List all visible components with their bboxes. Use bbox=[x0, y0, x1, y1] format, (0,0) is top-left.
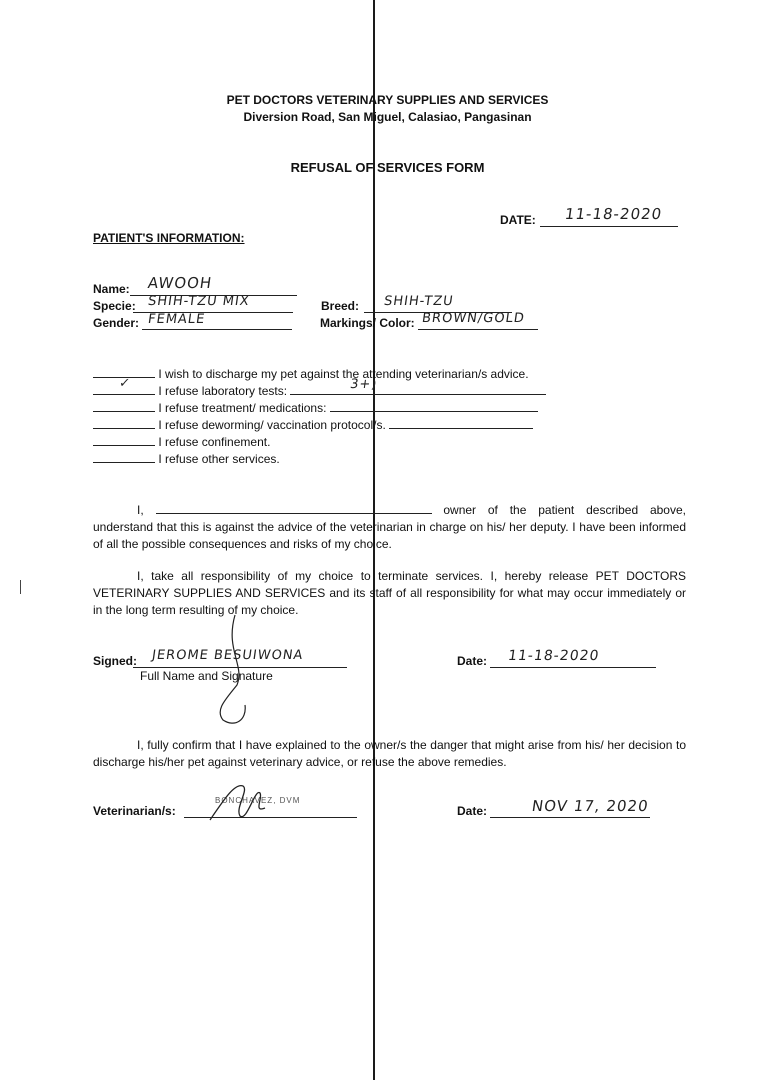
markings-label: Markings/ Color: bbox=[320, 316, 415, 330]
option-check-blank bbox=[93, 399, 155, 412]
vet-signature bbox=[205, 778, 275, 828]
vet-stamp: BONCHAVEZ, DVM bbox=[215, 796, 301, 805]
gender-line bbox=[142, 329, 292, 330]
breed-value: SHIH-TZU bbox=[382, 294, 455, 309]
markings-line bbox=[418, 329, 538, 330]
option-deworming: I refuse deworming/ vaccination protocol/s. bbox=[93, 416, 533, 433]
signed-sublabel: Full Name and Signature bbox=[140, 669, 273, 683]
option-treatment: I refuse treatment/ medications: bbox=[93, 399, 538, 416]
signed-date-line bbox=[490, 667, 656, 668]
name-label: Name: bbox=[93, 282, 130, 296]
laboratory-note: 3+) bbox=[349, 377, 379, 392]
scan-mark bbox=[20, 580, 21, 594]
signed-label: Signed: bbox=[93, 654, 137, 668]
date-label: DATE: bbox=[500, 213, 536, 227]
option-check-blank bbox=[93, 416, 155, 429]
signed-date-value: 11-18-2020 bbox=[506, 648, 601, 664]
vet-label: Veterinarian/s: bbox=[93, 804, 176, 818]
gender-label: Gender: bbox=[93, 316, 140, 330]
laboratory-blank bbox=[290, 377, 546, 395]
form-title: REFUSAL OF SERVICES FORM bbox=[290, 160, 485, 175]
date-line bbox=[540, 226, 678, 227]
patient-section-label: PATIENT'S INFORMATION: bbox=[93, 231, 245, 245]
specie-label: Specie: bbox=[93, 299, 136, 313]
option-laboratory: ✓ I refuse laboratory tests: 3+) bbox=[93, 382, 546, 399]
company-name: PET DOCTORS VETERINARY SUPPLIES AND SERVICES bbox=[226, 93, 549, 107]
signed-date-label: Date: bbox=[457, 654, 488, 668]
gender-value: FEMALE bbox=[146, 312, 207, 327]
option-check-blank bbox=[93, 450, 155, 463]
option-check-blank bbox=[93, 433, 155, 446]
vet-date-value: NOV 17, 2020 bbox=[530, 797, 650, 815]
markings-value: BROWN/GOLD bbox=[420, 311, 526, 326]
name-value: AWOOH bbox=[146, 274, 214, 292]
breed-label: Breed: bbox=[321, 299, 360, 313]
option-discharge: I wish to discharge my pet against the attending veterinarian/s advice. bbox=[93, 365, 529, 382]
check-mark-icon: ✓ bbox=[118, 376, 133, 391]
vet-confirmation: I, fully confirm that I have explained to the owner/s the danger that might arise from his/ her decision to discharge his/her pet against veterinary advice, or refuse the above remedies. bbox=[93, 738, 686, 769]
owner-statement: I, owner of the patient described above, understand that this is against the advice of the veterinarian in charge on his/ her deputy. I have been informed of all the possible consequences and risks of my choice. bbox=[93, 503, 686, 551]
date-value: 11-18-2020 bbox=[563, 205, 664, 223]
vet-date-line bbox=[490, 817, 650, 818]
company-address: Diversion Road, San Miguel, Calasiao, Pangasinan bbox=[243, 110, 532, 124]
option-confinement: I refuse confinement. bbox=[93, 433, 270, 450]
treatment-blank bbox=[330, 399, 538, 412]
vet-date-label: Date: bbox=[457, 804, 488, 818]
option-other: I refuse other services. bbox=[93, 450, 280, 467]
option-check-blank bbox=[93, 376, 155, 395]
owner-name-blank bbox=[156, 501, 432, 514]
specie-value: SHIH-TZU MIX bbox=[146, 294, 251, 309]
release-statement: I, take all responsibility of my choice to terminate services. I, hereby release PET DOCTORS VETERINARY SUPPLIES AND SERVICES and its staff of all responsibility for what may occur immediately or in the long term resulting of my choice. bbox=[93, 569, 686, 617]
deworming-blank bbox=[389, 416, 533, 429]
signed-value: JEROME BESUIWONA bbox=[150, 648, 305, 663]
signature-flourish bbox=[205, 610, 265, 730]
